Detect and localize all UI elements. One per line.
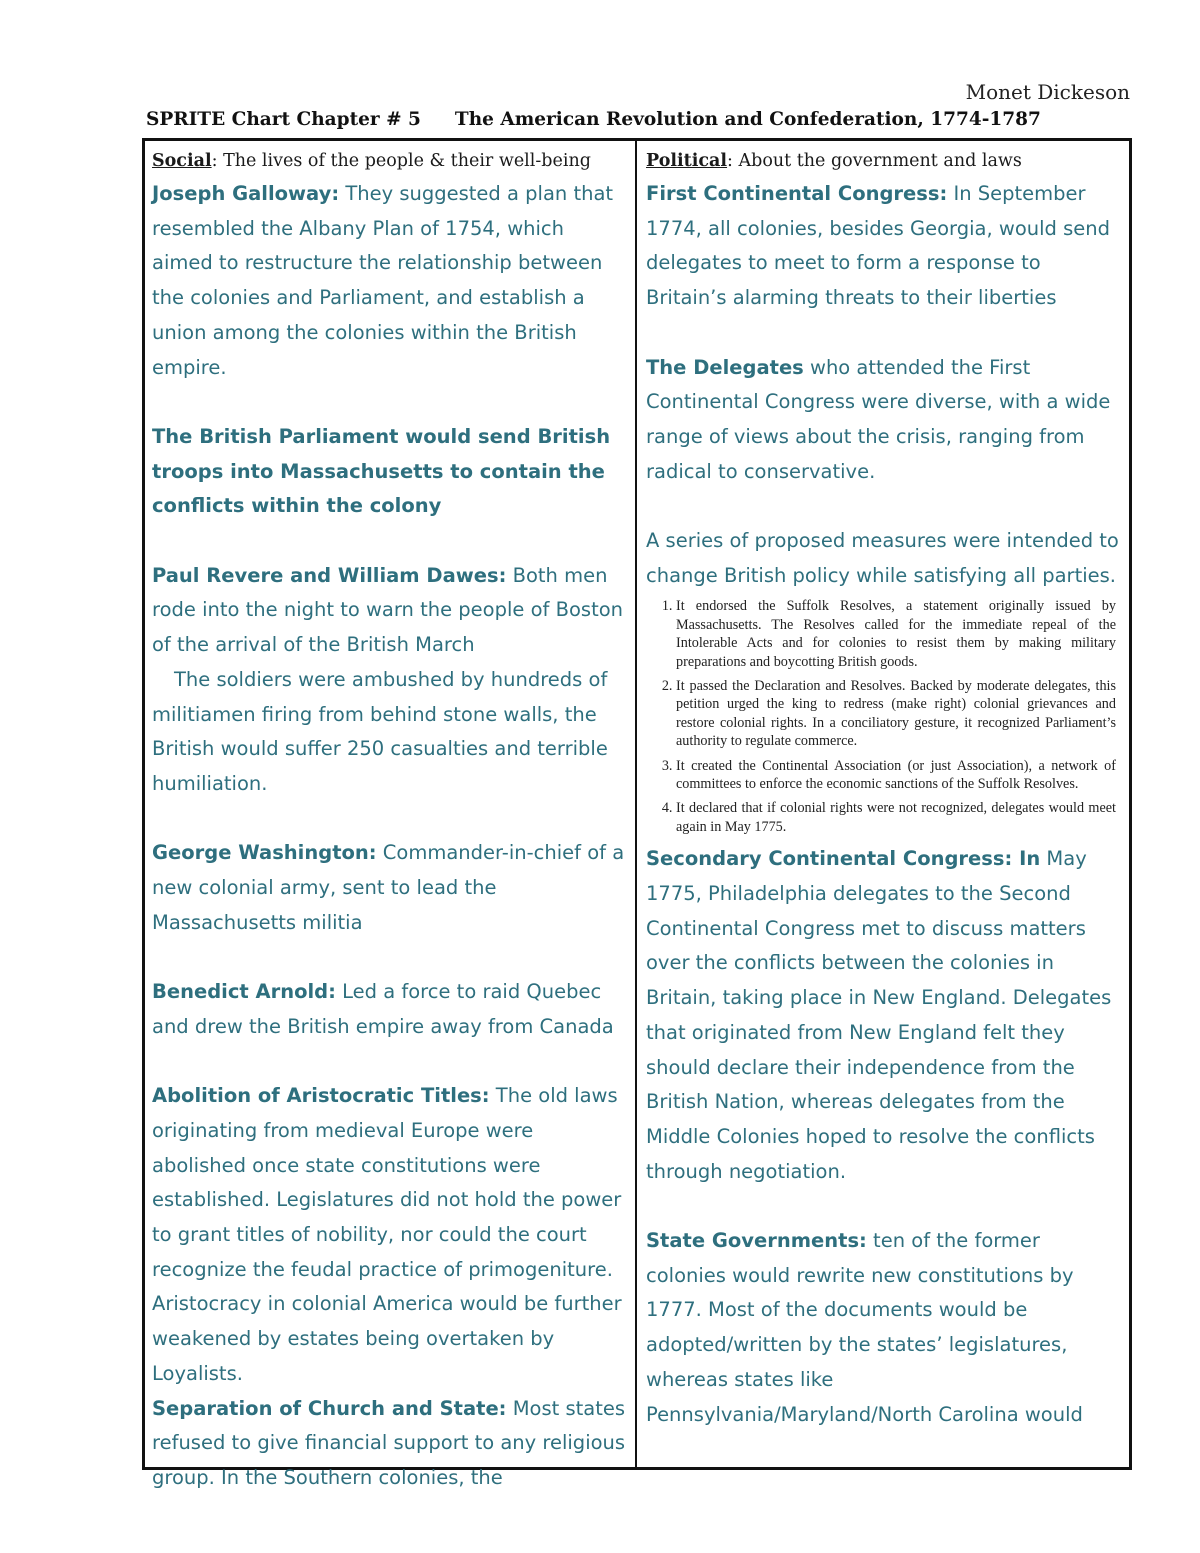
entry-text: Both men rode into the night to warn the people of Boston of the arrival of the British March	[152, 563, 623, 657]
entry-church-state	[152, 1392, 630, 1496]
entry-text: Most states refused to give financial support to any religious group. In the Southern colonies, the	[152, 1396, 626, 1489]
political-heading	[646, 147, 1124, 175]
measure-item: 1. It endorsed the Suffolk Resolves, a statement originally issued by Massachusetts. The Resolves called for the immediate repeal of the Intolerable Acts and for colonies to resist them by making military preparations and boycotting British goods.	[676, 597, 1124, 671]
entry-term: The British Parliament would send British troops into Massachusetts to contain the conflicts within the colony	[152, 424, 611, 518]
chart-chapter-label: SPRITE Chart Chapter # 5	[146, 109, 421, 130]
entry-term: First Continental Congress:	[646, 182, 948, 205]
entry-revere-dawes	[152, 559, 630, 663]
measure-item: 3. It created the Continental Association (or just Association), a network of committees to enforce the economic sanctions of the Suffolk Resolves.	[676, 757, 1124, 794]
social-label: Social	[152, 151, 212, 171]
entry-george-washington	[152, 836, 630, 940]
entry-text: The soldiers were ambushed by hundreds of militiamen firing from behind stone walls, the British would suffer 250 casualties and terrible humiliation.	[152, 667, 608, 795]
entry-benedict-arnold	[152, 975, 630, 1044]
entry-text: Commander-in-chief of a new colonial army, sent to lead the Massachusetts militia	[152, 841, 625, 934]
measure-item: 4. It declared that if colonial rights were not recognized, delegates would meet again in May 1775.	[676, 799, 1124, 836]
entry-text: May 1775, Philadelphia delegates to the Second Continental Congress met to discuss matters over the conflicts between the colonies in Britain, taking place in New England. Delegates that originated from New England felt they should declare their independence from the British Nation, whereas delegates from the Middle Colonies hoped to resolve the conflicts through negotiation.	[646, 847, 1112, 1183]
entry-state-governments	[646, 1224, 1124, 1432]
entry-proposed-measures	[646, 524, 1124, 593]
social-column	[152, 147, 630, 1489]
entry-term: Joseph Galloway:	[152, 182, 340, 205]
entry-term: Separation of Church and State:	[152, 1396, 507, 1420]
social-description: : The lives of the people & their well-being	[211, 151, 591, 171]
textbook-excerpt	[646, 597, 1124, 836]
entry-text: They suggested a plan that resembled the Albany Plan of 1754, which aimed to restructure the relationship between the colonies and Parliament, and establish a union among the colonies within the British empire.	[152, 182, 614, 379]
entry-text: who attended the First Continental Congress were diverse, with a wide range of views about the crisis, ranging from radical to conservative.	[646, 355, 1111, 483]
entry-delegates	[646, 351, 1124, 490]
entry-text: A series of proposed measures were intended to change British policy while satisfying all parties.	[646, 529, 1119, 587]
chapter-title: The American Revolution and Confederation, 1774-1787	[454, 109, 1041, 130]
entry-term: Paul Revere and William Dawes:	[152, 563, 507, 587]
entry-joseph-galloway	[152, 177, 630, 385]
entry-british-parliament	[152, 420, 630, 524]
entry-text: The old laws originating from medieval Europe were abolished once state constitutions were established. Legislatures did not hold the power to grant titles of nobility, nor could the court recognize the feudal practice of primogeniture. Aristocracy in colonial America would be further weakened by estates being overtaken by Loyalists.	[152, 1084, 622, 1385]
entry-soldiers-ambushed	[152, 663, 630, 802]
entry-text: ten of the former colonies would rewrite new constitutions by 1777. Most of the documents would be adopted/written by the states’ legislatures, whereas states like Pennsylvania/Maryland/North Carolina would	[646, 1229, 1083, 1426]
column-divider	[635, 138, 637, 1470]
entry-term: State Governments:	[646, 1229, 867, 1252]
author-name: Monet Dickeson	[965, 80, 1130, 104]
entry-text: Led a force to raid Quebec and drew the British empire away from Canada	[152, 980, 614, 1038]
political-column	[646, 147, 1124, 1457]
political-description: : About the government and laws	[727, 151, 1022, 171]
entry-first-continental-congress	[646, 177, 1124, 316]
measure-item: 2. It passed the Declaration and Resolves. Backed by moderate delegates, this petition urged the king to redress (make right) colonial grievances and restore colonial rights. In a conciliatory gesture, it recognized Parliament’s authority to regulate commerce.	[676, 677, 1124, 751]
entry-abolition-titles	[152, 1079, 630, 1391]
entry-term: George Washington:	[152, 841, 377, 865]
social-heading	[152, 147, 630, 175]
entry-term: Benedict Arnold:	[152, 980, 336, 1004]
entry-text: In September 1774, all colonies, besides Georgia, would send delegates to meet to form a response to Britain’s alarming threats to their liberties	[646, 182, 1111, 310]
page-title	[146, 109, 1106, 130]
entry-term: Abolition of Aristocratic Titles:	[152, 1084, 490, 1108]
entry-term: The Delegates	[646, 355, 804, 379]
political-label: Political	[646, 151, 728, 171]
entry-second-continental-congress	[646, 842, 1124, 1189]
entry-term: Secondary Continental Congress: In	[646, 847, 1041, 871]
